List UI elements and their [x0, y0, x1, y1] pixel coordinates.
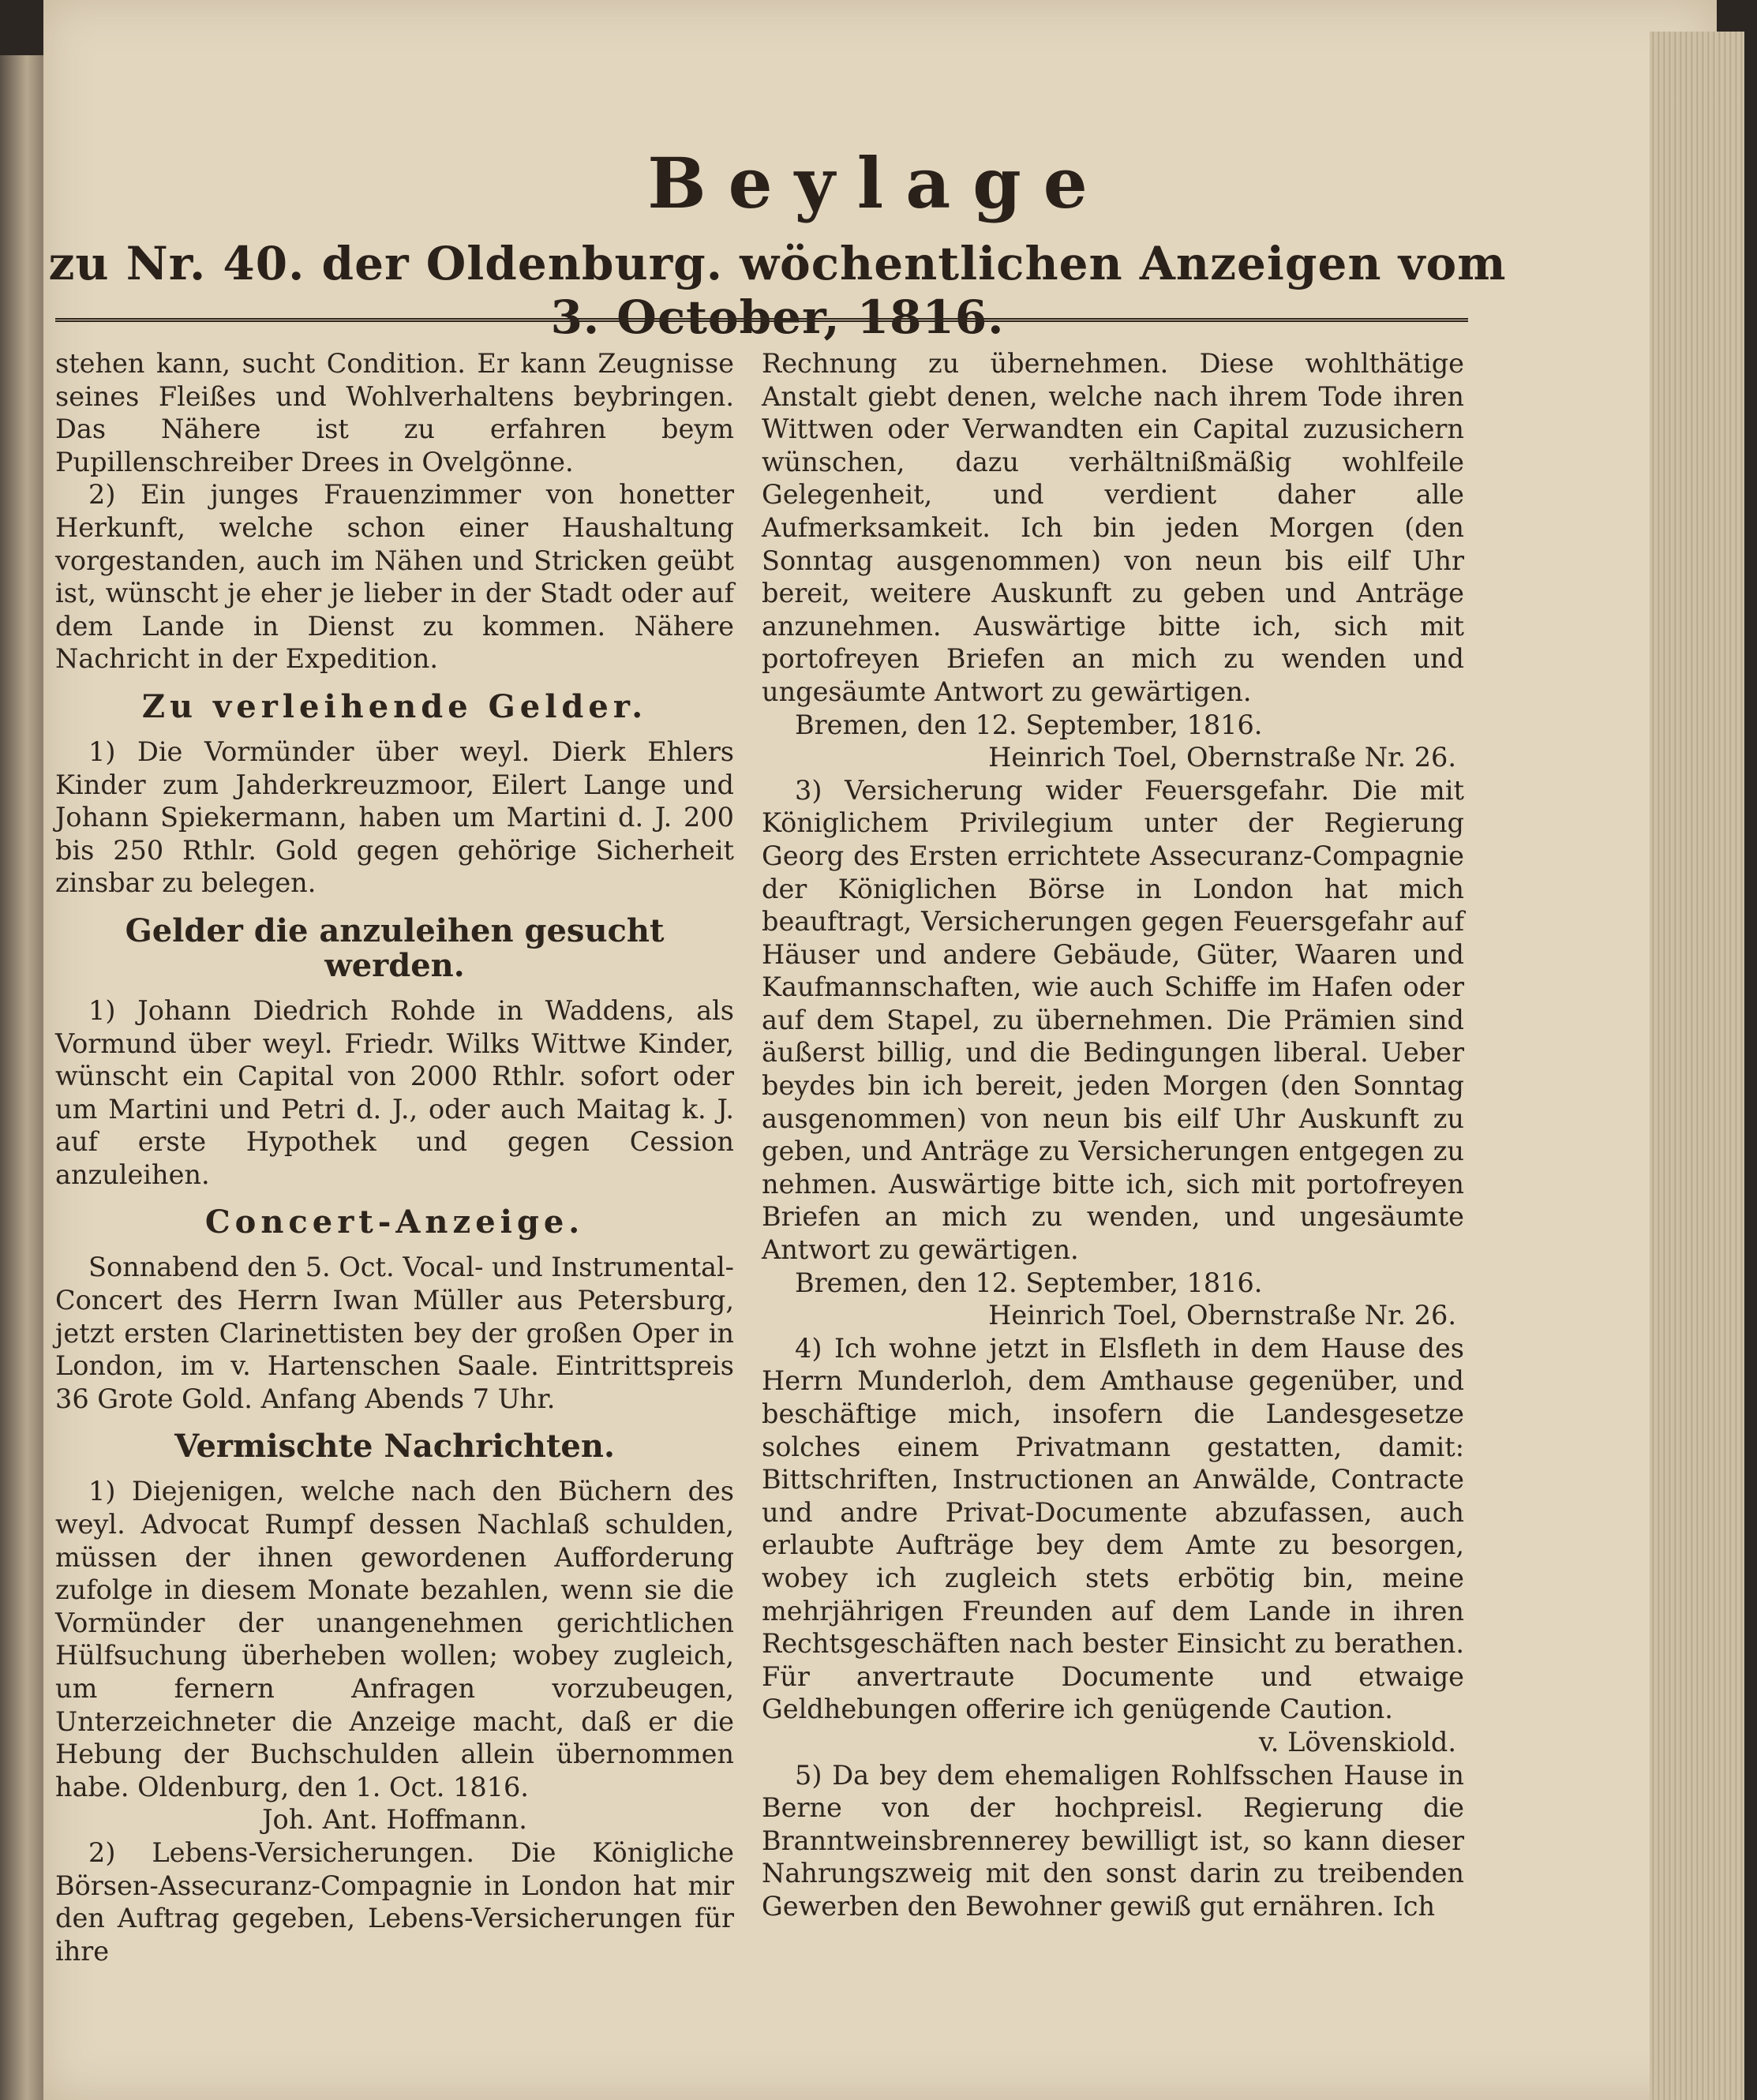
section-heading-loans-wanted: Gelder die anzuleihen gesucht werden.	[125, 911, 665, 984]
book-binding-edge	[0, 55, 49, 2100]
section-heading-concert: Concert-Anzeige.	[204, 1203, 585, 1241]
continuation-paragraph: Rechnung zu übernehmen. Diese wohlthätige Anstalt giebt denen, welche nach ihrem Tode ihren Wittwen oder Verwandten ein Capital zuzusichern wünschen, dazu verhältnißmäßig wohlfeile Gelegenheit, und verdient daher alle Aufmerksamkeit. Ich bin jeden Morgen (den Sonntag ausgenommen) von neun bis eilf Uhr bereit, weitere Auskunft zu geben und Anträge anzunehmen. Auswärtige bitte ich, sich mit portofreyen Briefen an mich zu wenden und ungesäumte Antwort zu gewärtigen.	[762, 348, 1464, 707]
concert-paragraph: Sonnabend den 5. Oct. Vocal- und Instrumental-Concert des Herrn Iwan Müller aus Petersburg, jetzt ersten Clarinettisten bey der großen Oper in London, im v. Hartenschen Saale. Eintrittspreis 36 Grote Gold. Anfang Abends 7 Uhr.	[55, 1252, 734, 1414]
page-subtitle: zu Nr. 40. der Oldenburg. wöchentlichen Anzeigen vom 3. October, 1816.	[48, 237, 1507, 344]
intro-paragraph: stehen kann, sucht Condition. Er kann Zeugnisse seines Fleißes und Wohlverhaltens beybringen. Das Nähere ist zu erfahren beym Pupillenschreiber Drees in Ovelgönne.	[55, 348, 734, 477]
elsfleth-paragraph: 4) Ich wohne jetzt in Elsfleth in dem Hause des Herrn Munderloh, dem Amthause gegenüber, und beschäftige mich, insofern die Landesgesetze solches einem Privatmann gestatten, damit: Bittschriften, Instructionen an Anwälde, Contracte und andre Privat-Documente abzufassen, auch erlaubte Aufträge bey dem Amte zu besorgen, wobey ich zugleich stets erbötig bin, meine mehrjährigen Freunden auf dem Lande in ihren Rechtsgeschäften nach bester Einsicht zu berathen. Für anvertraute Documente und etwaige Geldhebungen offerire ich genügende Caution.	[762, 1332, 1464, 1725]
fire-insurance-paragraph: 3) Versicherung wider Feuersgefahr. Die mit Königlichem Privilegium unter der Regierung Georg des Ersten errichtete Assecuranz-Compagnie der Königlichen Börse in London hat mich beauftragt, Versicherungen gegen Feuersgefahr auf Häuser und andere Gebäude, Güter, Waaren und Kaufmannschaften, wie auch Schiffe im Hafen oder auf dem Stapel, zu übernehmen. Die Prämien sind äußerst billig, und die Bedingungen liberal. Ueber beydes bin ich bereit, jeden Morgen (den Sonntag ausgenommen) von neun bis eilf Uhr Auskunft zu geben, und Anträge zu Versicherungen entgegen zu nehmen. Auswärtige bitte ich, sich mit portofreyen Briefen an mich zu wenden, und ungesäumte Antwort zu gewärtigen.	[762, 774, 1464, 1266]
signature-hoffmann: Joh. Ant. Hoffmann.	[262, 1804, 527, 1836]
notice-paragraph: 2) Ein junges Frauenzimmer von honetter Herkunft, welche schon einer Haushaltung vorgestanden, auch im Nähen und Stricken geübt ist, wünscht je eher je lieber in der Stadt oder auf dem Lande in Dienst zu kommen. Nähere Nachricht in der Expedition.	[55, 479, 734, 675]
misc-paragraph-1: 1) Diejenigen, welche nach den Büchern des weyl. Advocat Rumpf dessen Nachlaß schulden, müssen der ihnen gewordenen Aufforderung zufolge in diesem Monate bezahlen, wenn sie die Vormünder der unangenehmen gerichtlichen Hülfsuchung überheben wollen; wobey zugleich, um fernern Anfragen vorzubeugen, Unterzeichneter die Anzeige macht, daß er die Hebung der Buchschulden allein übernommen habe. Oldenburg, den 1. Oct. 1816.	[55, 1476, 734, 1802]
berne-paragraph: 5) Da bey dem ehemaligen Rohlfsschen Hause in Berne von der hochpreisl. Regierung die Branntweinsbrennerey bewilligt ist, so kann dieser Nahrungszweig mit den sonst darin zu treibenden Gewerben den Bewohner gewiß gut ernähren. Ich	[762, 1759, 1464, 1922]
misc-paragraph-2: 2) Lebens-Versicherungen. Die Königliche Börsen-Assecuranz-Compagnie in London hat mir den Auftrag gegeben, Lebens-Versicherungen für ihre	[55, 1836, 734, 1967]
page-title: Beylage	[647, 142, 1110, 224]
loans-wanted-paragraph: 1) Johann Diedrich Rohde in Waddens, als Vormund über weyl. Friedr. Wilks Wittwe Kinder, wünscht ein Capital von 2000 Rthlr. sofort oder um Martini und Petri d. J., oder auch Maitag k. J. auf erste Hypothek und gegen Cession anzuleihen.	[55, 994, 734, 1190]
page-stack-edge	[1650, 32, 1744, 2100]
dateline-1: Bremen, den 12. September, 1816.	[795, 709, 1263, 740]
signature-toel-1: Heinrich Toel, Obernstraße Nr. 26.	[988, 742, 1456, 773]
left-column	[55, 347, 734, 1967]
section-heading-misc: Vermischte Nachrichten.	[174, 1428, 615, 1466]
header-rule	[55, 318, 1468, 322]
dateline-2: Bremen, den 12. September, 1816.	[795, 1267, 1263, 1298]
signature-lovenskiold: v. Lövenskiold.	[1258, 1726, 1456, 1757]
right-column	[762, 347, 1464, 1923]
signature-toel-2: Heinrich Toel, Obernstraße Nr. 26.	[988, 1300, 1456, 1331]
section-heading-loans-offered: Zu verleihende Gelder.	[141, 687, 648, 725]
loans-offered-paragraph: 1) Die Vormünder über weyl. Dierk Ehlers Kinder zum Jahderkreuzmoor, Eilert Lange und Johann Spiekermann, haben um Martini d. J. 200 bis 250 Rthlr. Gold gegen gehörige Sicherheit zinsbar zu belegen.	[55, 736, 734, 899]
